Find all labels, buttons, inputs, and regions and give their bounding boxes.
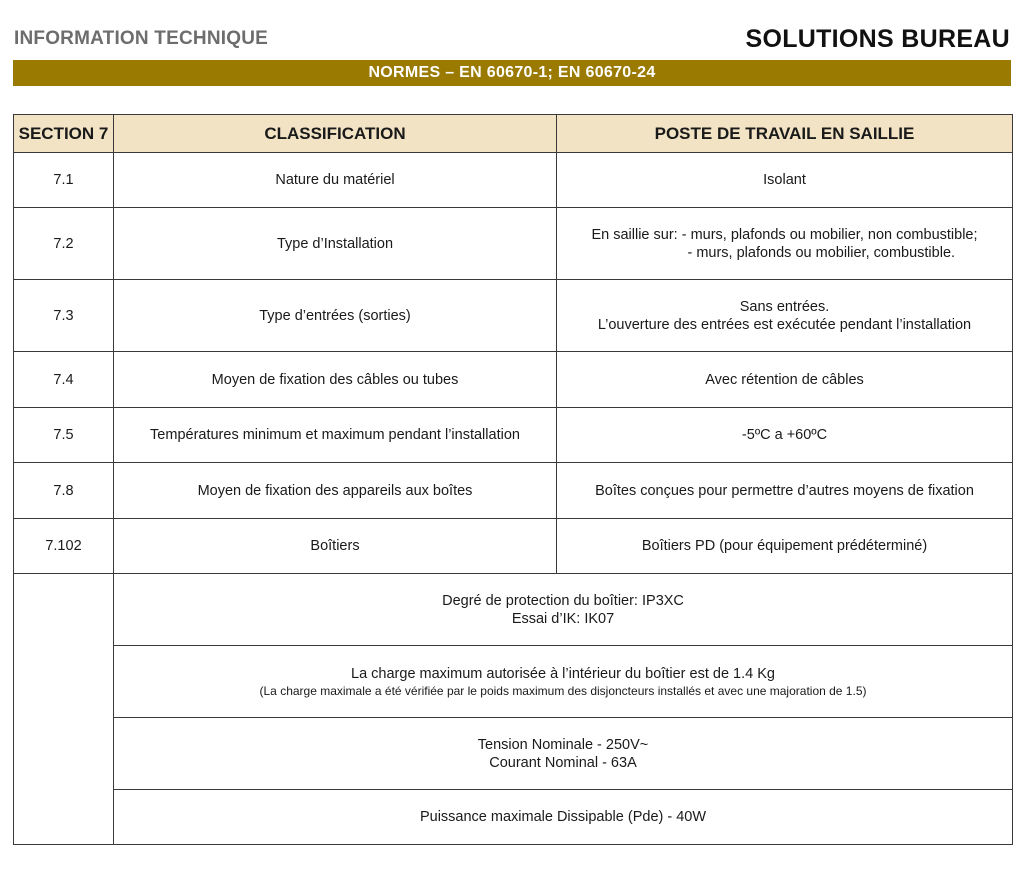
extra-line: Tension Nominale - 250V~ [477, 736, 649, 753]
extra-line: Degré de protection du boîtier: IP3XC [442, 592, 684, 609]
col-header-classification: CLASSIFICATION [114, 115, 557, 153]
classification-cell: Boîtiers [114, 519, 557, 574]
value-line: En saillie sur: - murs, plafonds ou mobilier, non combustible; [591, 226, 978, 243]
extra-note: (La charge maximale a été vérifiée par le poids maximum des disjoncteurs installés et avec une majoration de 1.5) [259, 683, 867, 698]
empty-section-cell [14, 574, 114, 845]
table-row [14, 352, 1013, 408]
table-row [14, 519, 1013, 574]
extra-row [14, 646, 1013, 718]
value-cell: Boîtiers PD (pour équipement prédéterminé) [557, 519, 1013, 574]
extra-line: La charge maximum autorisée à l’intérieur du boîtier est de 1.4 Kg [351, 665, 775, 682]
table-row [14, 408, 1013, 463]
extra-row [14, 718, 1013, 790]
table-row [14, 280, 1013, 352]
section-cell: 7.1 [14, 153, 114, 208]
value-cell [557, 280, 1013, 352]
extra-row [14, 574, 1013, 646]
value-line: L’ouverture des entrées est exécutée pendant l’installation [597, 316, 972, 333]
section-cell: 7.3 [14, 280, 114, 352]
value-cell: Isolant [557, 153, 1013, 208]
extra-row [14, 790, 1013, 845]
extra-line: Puissance maximale Dissipable (Pde) - 40W [419, 809, 707, 825]
classification-cell: Type d’Installation [114, 208, 557, 280]
section-cell: 7.102 [14, 519, 114, 574]
extra-cell [114, 718, 1013, 790]
value-multiline [591, 226, 977, 262]
specification-table [13, 114, 1013, 845]
info-technique-title: INFORMATION TECHNIQUE [14, 28, 269, 49]
extra-cell [114, 574, 1013, 646]
extra-line: Courant Nominal - 63A [489, 754, 637, 771]
value-cell: -5ºC a +60ºC [557, 408, 1013, 463]
table-row [14, 208, 1013, 280]
solutions-bureau-title: SOLUTIONS BUREAU [745, 25, 1010, 53]
normes-banner: NORMES – EN 60670-1; EN 60670-24 [13, 60, 1011, 86]
table-row [14, 153, 1013, 208]
value-cell: Avec rétention de câbles [557, 352, 1013, 408]
classification-cell: Températures minimum et maximum pendant l’installation [114, 408, 557, 463]
classification-cell: Nature du matériel [114, 153, 557, 208]
value-cell: Boîtes conçues pour permettre d’autres moyens de fixation [557, 463, 1013, 519]
value-cell [557, 208, 1013, 280]
col-header-section: SECTION 7 [14, 115, 114, 153]
section-cell: 7.5 [14, 408, 114, 463]
value-line: - murs, plafonds ou mobilier, combustible. [687, 244, 956, 261]
classification-cell: Moyen de fixation des câbles ou tubes [114, 352, 557, 408]
col-header-poste: POSTE DE TRAVAIL EN SAILLIE [557, 115, 1013, 153]
section-cell: 7.8 [14, 463, 114, 519]
extra-cell [114, 646, 1013, 718]
table-row [14, 463, 1013, 519]
classification-cell: Moyen de fixation des appareils aux boîtes [114, 463, 557, 519]
extra-cell [114, 790, 1013, 845]
section-cell: 7.4 [14, 352, 114, 408]
value-line: Sans entrées. [739, 298, 830, 315]
section-cell: 7.2 [14, 208, 114, 280]
extra-line: Essai d’IK: IK07 [511, 610, 615, 627]
classification-cell: Type d’entrées (sorties) [114, 280, 557, 352]
table-header-row [14, 115, 1013, 153]
